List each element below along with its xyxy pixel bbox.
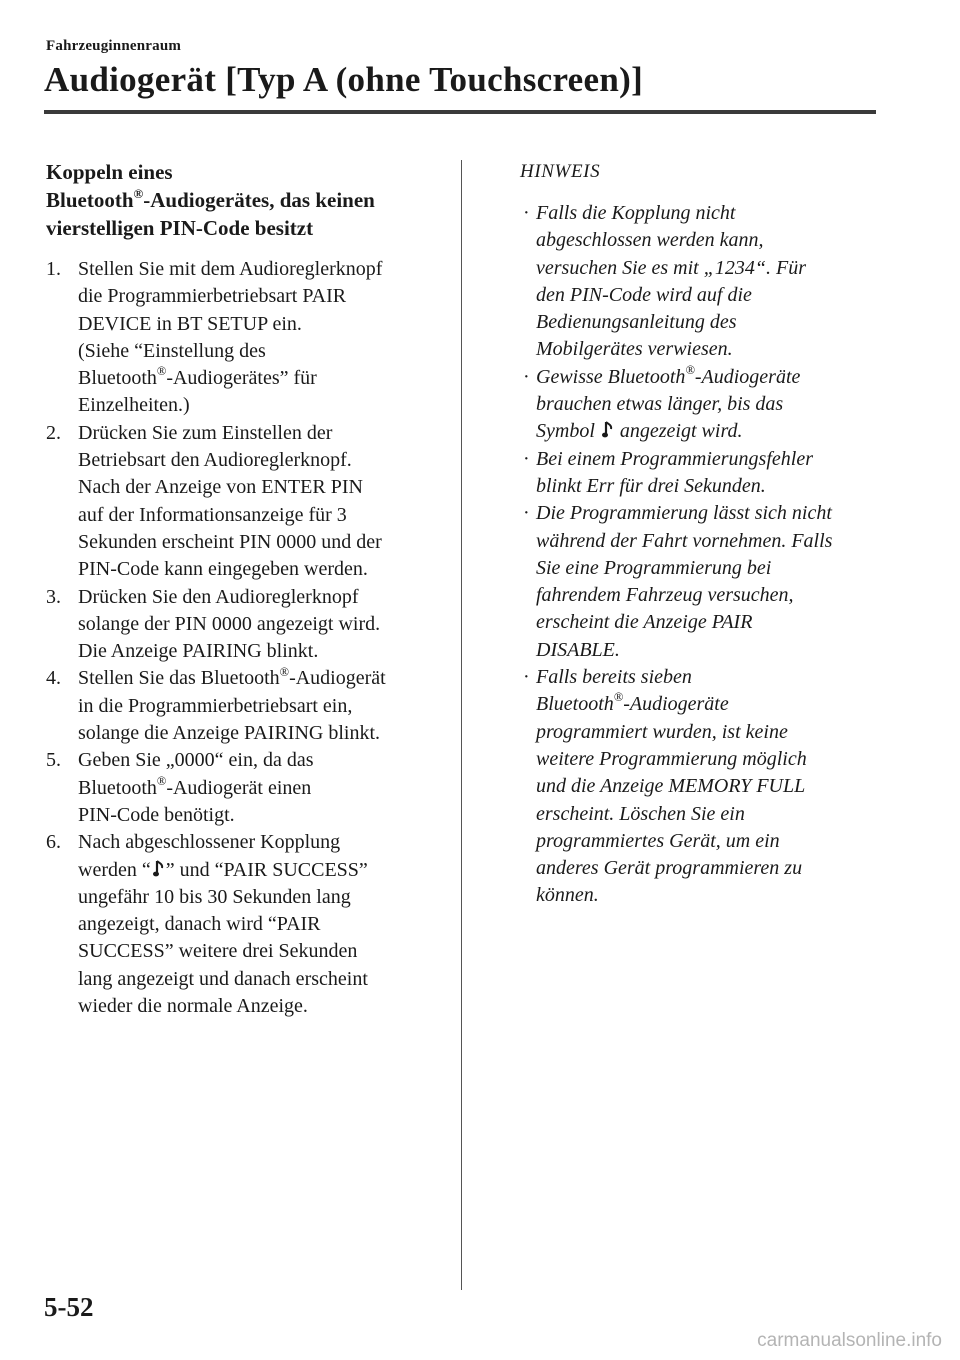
note-item: · Falls die Kopplung nicht abgeschlossen werden kann, versuchen Sie es mit „1234“. Für den PIN-Code wird auf die Bedienungsanleitung des Mobilgerätes verwiesen.: [523, 202, 806, 361]
heading-line: Bluetooth®-Audiogerätes, das keinen: [46, 185, 375, 212]
section-heading: [46, 158, 441, 242]
step-number: 1.: [46, 258, 61, 280]
page-number: 5-52: [44, 1292, 94, 1322]
bluetooth-audio-note-icon: [602, 421, 613, 439]
watermark: carmanualsonline.info: [757, 1330, 942, 1351]
left-column: [46, 158, 441, 1020]
bluetooth-audio-note-icon: [153, 860, 164, 878]
note-title: HINWEIS: [520, 161, 601, 182]
bullet-icon: ·: [523, 666, 530, 689]
registered-mark: ®: [133, 185, 144, 201]
note-item: · Die Programmierung lässt sich nicht während der Fahrt vornehmen. Falls Sie eine Programmierung bei fahrendem Fahrzeug versuchen, erscheint die Anzeige PAIR DISABLE.: [523, 502, 833, 661]
section-label: Fahrzeuginnenraum: [46, 38, 182, 54]
right-column: [520, 158, 880, 910]
step-number: 3.: [46, 585, 61, 608]
note-item: · Falls bereits sieben Bluetooth®-Audiogeräte programmiert wurden, ist keine weitere Programmierung möglich und die Anzeige MEMORY FULL erscheint. Löschen Sie ein programmiertes Gerät, um ein anderes Gerät programmieren zu können.: [523, 666, 807, 907]
step-number: 6.: [46, 831, 61, 854]
step-number: 2.: [46, 421, 61, 444]
step-item: 1. Stellen Sie mit dem Audioreglerknopf die Programmierbetriebsart PAIR DEVICE in BT SETUP ein. (Siehe “Einstellung des Bluetooth®-Audiogerätes” für Einzelheiten.): [46, 258, 383, 417]
heading-line: vierstelligen PIN-Code besitzt: [46, 216, 314, 240]
bullet-icon: ·: [523, 365, 530, 388]
notes-list: [520, 200, 880, 910]
bullet-icon: ·: [523, 202, 530, 224]
header-rule: [44, 110, 876, 114]
heading-line: Koppeln eines: [46, 160, 173, 184]
column-divider: [461, 160, 462, 1290]
bullet-icon: ·: [523, 502, 530, 525]
page-title: Audiogerät [Typ A (ohne Touchscreen)]: [44, 60, 644, 99]
note-item: · Bei einem Programmierungsfehler blinkt Err für drei Sekunden.: [523, 447, 813, 497]
step-number: 5.: [46, 749, 61, 772]
step-item: 2. Drücken Sie zum Einstellen der Betriebsart den Audioreglerknopf. Nach der Anzeige von ENTER PIN auf der Informationsanzeige für 3 Sekunden erscheint PIN 0000 und der PIN-Code kann eingegeben werden.: [46, 421, 382, 581]
step-item: 5. Geben Sie „0000“ ein, da das Bluetooth®-Audiogerät einen PIN-Code benötigt.: [46, 749, 314, 826]
steps-list: [46, 256, 441, 1020]
step-item: 4. Stellen Sie das Bluetooth®-Audiogerät in die Programmierbetriebsart ein, solange die Anzeige PAIRING blinkt.: [46, 664, 386, 745]
step-item: 3. Drücken Sie den Audioreglerknopf solange der PIN 0000 angezeigt wird. Die Anzeige PAIRING blinkt.: [46, 585, 381, 663]
step-number: 4.: [46, 667, 61, 690]
note-item: · Gewisse Bluetooth®-Audiogeräte brauchen etwas länger, bis das Symbol angezeigt wird.: [523, 362, 801, 443]
step-item: 6. Nach abgeschlossener Kopplung werden “ ” und “PAIR SUCCESS” ungefähr 10 bis 30 Sekunden lang angezeigt, danach wird “PAIR SUCCESS” weitere drei Sekunden lang angezeigt und danach erscheint wieder die normale Anzeige.: [46, 831, 368, 1018]
bullet-icon: ·: [523, 447, 530, 470]
